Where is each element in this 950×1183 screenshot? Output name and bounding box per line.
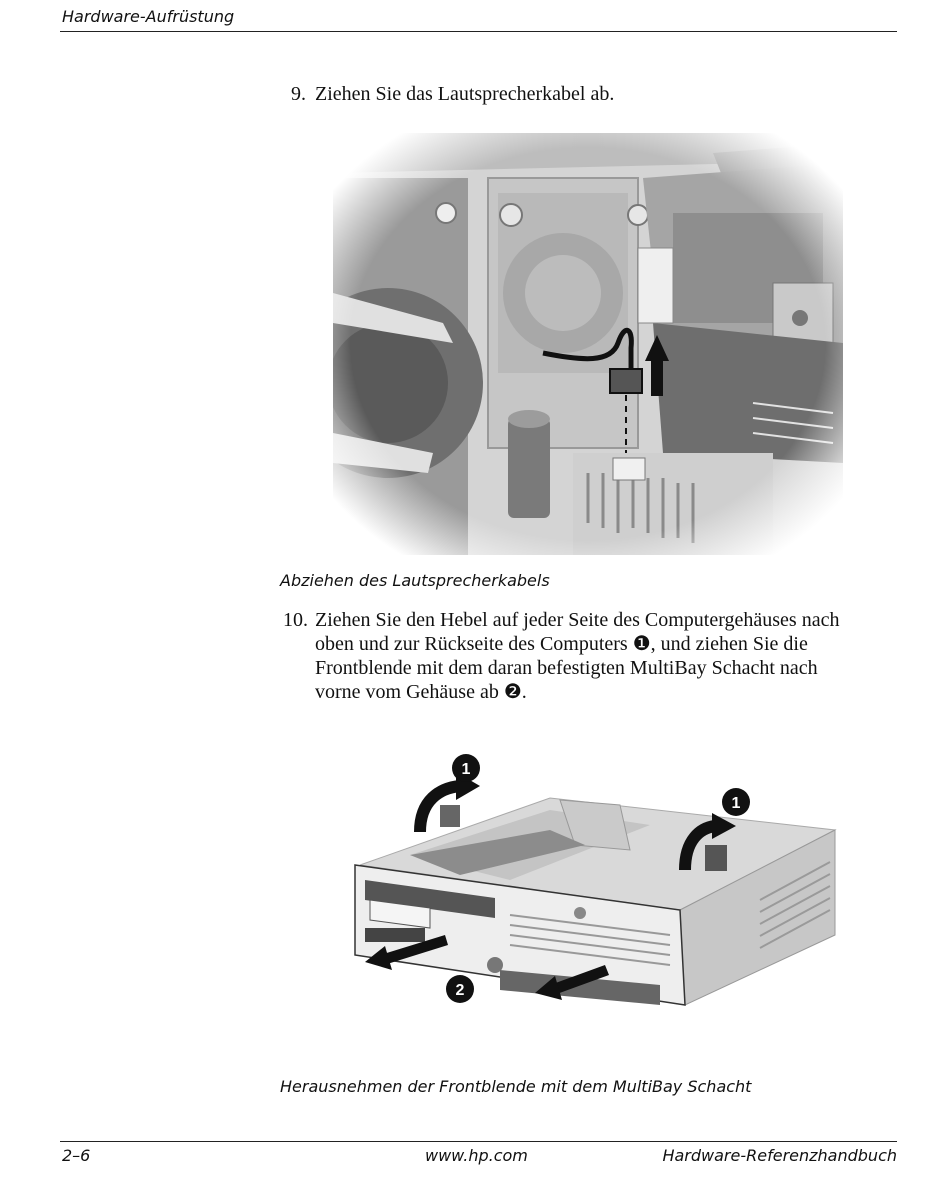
step-9 <box>291 82 891 108</box>
step-10-text <box>315 608 839 704</box>
speaker-cable-illustration <box>333 133 843 555</box>
page-number: 2–6 <box>62 1146 91 1165</box>
step-10-line: Ziehen Sie den Hebel auf jeder Seite des Computergehäuses nach <box>315 609 840 631</box>
figure-2-caption: Herausnehmen der Frontblende mit dem MultiBay Schacht <box>280 1077 752 1096</box>
callout-1-label: 1 <box>461 761 471 778</box>
callout-2-label: 2 <box>455 982 465 999</box>
figure-1-caption: Abziehen des Lautsprecherkabels <box>280 571 550 590</box>
callout-1-label: 1 <box>731 795 741 812</box>
running-header: Hardware-Aufrüstung <box>62 7 235 26</box>
step-10-line: Frontblende mit dem daran befestigten MultiBay Schacht nach <box>315 657 818 679</box>
step-10-number: 10. <box>283 609 308 631</box>
footer-title: Hardware-Referenzhandbuch <box>662 1146 897 1165</box>
step-9-number: 9. <box>291 83 306 105</box>
footer-url: www.hp.com <box>425 1146 528 1165</box>
step-10-line: vorne vom Gehäuse ab ❷. <box>315 681 527 703</box>
step-9-text: Ziehen Sie das Lautsprecherkabel ab. <box>315 83 615 105</box>
step-10-line: oben und zur Rückseite des Computers ❶, und ziehen Sie die <box>315 633 808 655</box>
footer-rule <box>60 1141 897 1142</box>
step-10 <box>283 608 903 708</box>
front-bezel-removal-illustration <box>350 750 840 1010</box>
header-rule <box>60 31 897 32</box>
